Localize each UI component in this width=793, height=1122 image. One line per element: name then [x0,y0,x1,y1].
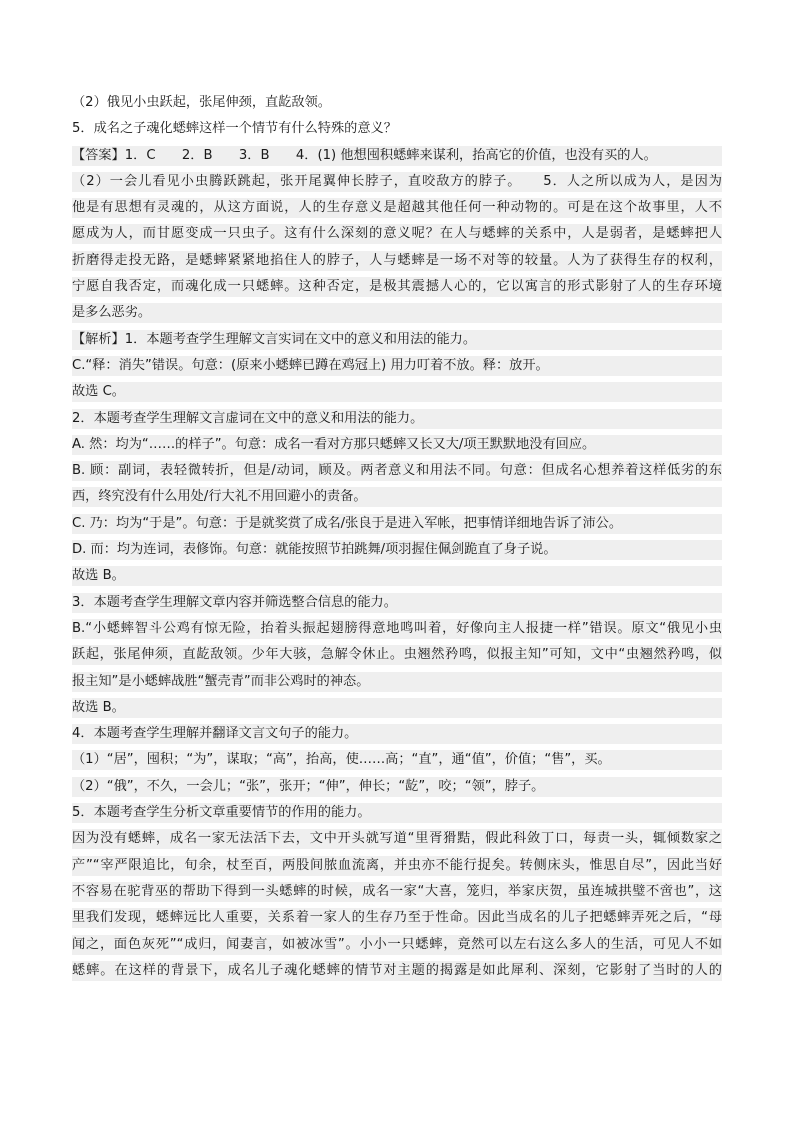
text-line: 宁愿自我否定，而魂化成一只蟋蟀。这种否定，是极其震撼人心的，它以寓言的形式影射了人的生存环境 [72,277,722,297]
text-line: A. 然：均为“……的样子”。句意：成名一看对方那只蟋蟀又长又大/项王默默地没有回应。 [72,435,722,455]
text-line: 【解析】1．本题考查学生理解文言实词在文中的意义和用法的能力。 [72,330,722,350]
text-line: 里我们发现，蟋蟀远比人重要，关系着一家人的生存乃至于性命。因此当成名的儿子把蟋蟀弄死之后，“母 [72,908,722,928]
text-line: B.“小蟋蟀智斗公鸡有惊无险，抬着头振起翅膀得意地鸣叫着，好像向主人报捷一样”错误。原文“俄见小虫 [72,619,722,639]
text-line: 5．本题考查学生分析文章重要情节的作用的能力。 [72,803,722,823]
text-line: D. 而：均为连词，表修饰。句意：就能按照节拍跳舞/项羽握住佩剑跪直了身子说。 [72,540,722,560]
text-line: 他是有思想有灵魂的，从这方面说，人的生存意义是超越其他任何一种动物的。可是在这个故事里，人不 [72,198,722,218]
text-line: C.“释：消失”错误。句意：(原来小蟋蟀已蹲在鸡冠上) 用力叮着不放。释：放开。 [72,356,722,376]
text-line: 2．本题考查学生理解文言虚词在文中的意义和用法的能力。 [72,409,722,429]
text-line: 不容易在驼背巫的帮助下得到一头蟋蟀的时候，成名一家“大喜，笼归，举家庆贺，虽连城拱璧不啻也”，这 [72,882,722,902]
text-line: （2）“俄”，不久，一会儿；“张”，张开；“伸”，伸长；“龁”，咬；“领”，脖子。 [72,777,722,797]
text-line: 西，终究没有什么用处/行大礼不用回避小的责备。 [72,487,722,507]
text-line: 折磨得走投无路，是蟋蟀紧紧地掐住人的脖子，人与蟋蟀是一场不对等的较量。人为了获得生存的权利， [72,251,722,271]
text-line: 跃起，张尾伸须，直龁敌领。少年大骇，急解令休止。虫翘然矜鸣，似报主知”可知，文中“虫翘然矜鸣，似 [72,645,722,665]
text-line: 5．成名之子魂化蟋蟀这样一个情节有什么特殊的意义？ [72,121,397,137]
text-line: 3．本题考查学生理解文章内容并筛选整合信息的能力。 [72,593,722,613]
text-line: 蟋蟀。在这样的背景下，成名儿子魂化蟋蟀的情节对主题的揭露是如此犀利、深刻，它影射了当时的人的 [72,961,722,981]
text-line: 报主知”是小蟋蟀战胜“蟹壳青”而非公鸡时的神态。 [72,672,722,692]
text-line: 产”“宰严限追比，旬余，杖至百，两股间脓血流离，并虫亦不能行捉矣。转侧床头，惟思自尽”，因此当好 [72,856,722,876]
text-line: 故选 B。 [72,566,722,586]
text-line: （1）“居”，囤积；“为”，谋取；“高”，抬高，使……高；“直”，通“值”，价值；“售”，买。 [72,750,722,770]
text-line: 是多么恶劣。 [72,303,722,323]
text-line: 【答案】1．C 2．B 3．B 4．(1) 他想囤积蟋蟀来谋利，抬高它的价值，也没有买的人。 [72,146,722,166]
text-line: 4．本题考查学生理解并翻译文言文句子的能力。 [72,724,722,744]
text-line: 故选 B。 [72,698,722,718]
text-line: 愿成为人，而甘愿变成一只虫子。这有什么深刻的意义呢？在人与蟋蟀的关系中，人是弱者，是蟋蟀把人 [72,224,722,244]
text-line: （2）俄见小虫跃起，张尾伸颈，直龁敌领。 [72,95,331,110]
text-line: 闻之，面色灰死”“成归，闻妻言，如被冰雪”。小小一只蟋蟀，竟然可以左右这么多人的生活，可见人不如 [72,935,722,955]
text-line: B. 顾：副词，表轻微转折，但是/动词，顾及。两者意义和用法不同。句意：但成名心想养着这样低劣的东 [72,461,722,481]
text-line: C. 乃：均为“于是”。句意：于是就奖赏了成名/张良于是进入军帐，把事情详细地告诉了沛公。 [72,514,722,534]
document-page [72,93,722,987]
text-line: 故选 C。 [72,382,722,402]
text-line: 因为没有蟋蟀，成名一家无法活下去，文中开头就写道“里胥猾黠，假此科敛丁口，每责一头，辄倾数家之 [72,829,722,849]
text-line: （2）一会儿看见小虫腾跃跳起，张开尾翼伸长脖子，直咬敌方的脖子。 5．人之所以成为人，是因为 [72,172,722,192]
